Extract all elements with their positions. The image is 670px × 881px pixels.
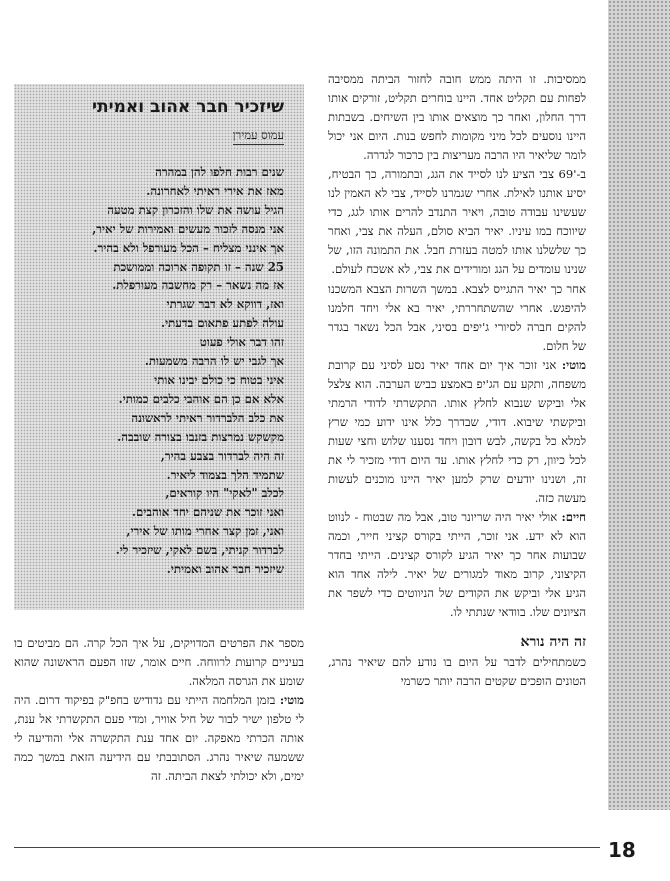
poem-line: אך לגבי יש לו הרבה משמעות. (144, 354, 284, 369)
poem-line: עולה לפתע פתאום בדעתי. (161, 316, 284, 331)
poem-lines (26, 163, 284, 579)
poem-author: עמוס עמירן (233, 128, 284, 145)
poem-line: לברדור קניתי, בשם לאקי, שיזכיר לי. (115, 543, 284, 558)
poem-line: זהו דבר אולי פעוט (199, 335, 284, 350)
poem-line: ואני זוכר את שניהם יחד אוהבים. (131, 505, 284, 520)
footer-rule (14, 847, 600, 848)
article-column-left (14, 634, 304, 786)
poem-title: שיזכיר חבר אהוב ואמיתי (91, 97, 284, 117)
paragraph-details: מספר את הפרטים המדויקים, על איך הכל קרה. הם מביטים בו בעיניים קרועות לרווחה. חיים אומר, שזו הפעם הראשונה שהוא שומע את הגרסה המלאה. (14, 636, 304, 689)
poem-line: את כלב הלברדור ראיתי לראשונה (131, 410, 284, 425)
paragraph-haim (328, 508, 586, 622)
page-number: 18 (608, 838, 636, 862)
paragraph-roof-story: ב-'69 צבי הציע לנו לסייד את הגג, ובתמורה, כך הבטיח, יסיע אותנו לאילת. אחרי שגמרנו לסייד, צבי לא האמין לנו שעשינו עבודה טובה, ויאיר התנדב להרים אותו לגג, כדי שיווכח במו עיניו. יאיר הביא סולם, העלה את צבי, ואחר כך שלשלנו אותו למטה בעזרת חבל. את התמונה הזו, של שנינו עומדים על הגג ומורידים את צבי, לא אשכח לעולם. (328, 167, 586, 277)
haim-quote-text: אולי יאיר היה שריונר טוב, אבל מה שבטוח - לנווט הוא לא ידע. אני זוכר, הייתי בקורס קציני חייר, וכמה שבועות אחר כך יאיר הגיע לקורס קצינים. הייתי בחדר הקיצוני, קרוב מאוד למגורים של יאיר. לילה אחד הוא הגיע אלי וביקש את הקודים של הניווטים כדי לשפר את הציונים שלו. בוודאי שנתתי לו. (328, 510, 586, 620)
side-tint-strip (608, 0, 670, 810)
paragraph-moti-sinai (328, 356, 586, 508)
paragraph-party-records: ממסיבות. זו היתה ממש חובה לחזור הביתה ממסיבה לפחות עם תקליט אחד. היינו בוחרים תקליט, זורקים אותו דרך החלון, ואחר כך מוצאים אותו בין השיחים. בשבתות היינו נוסעים לכל מיני מקומות לחפש בנות. היום אני יכול לומר שליאיר היו הרבה מעריצות בין כרכור לגדרה. (328, 72, 586, 163)
poem-line: זה היה לברדור בצבע בהיר, (160, 448, 284, 463)
poem-line: אך אינני מצליח – הכל מעורפל ולא בהיר. (93, 240, 284, 255)
paragraph-news-day: כשמתחילים לדבר על היום בו נודע להם שיאיר נהרג, הטונים הופכים שקטים הרבה יותר כשרמי (328, 655, 586, 689)
paragraph-moti-war (14, 691, 304, 786)
poem-box (14, 84, 304, 610)
speaker-label-haim: חיים: (561, 510, 586, 525)
poem-line: הגיל עושה את שלו והזכרון קצת מטעה (107, 202, 284, 217)
poem-line: שתמיד הלך בצמוד ליאיר. (166, 467, 284, 482)
poem-line: אני מנסה לזכור מעשים ואמירות של יאיר, (92, 221, 284, 236)
paragraph-army: אחר כך יאיר התגייס לצבא. במשך השרות הצבא המשכנו להיפגש. אחרי שהשתחררתי, יאיר בא אלי ויחד חלמנו להקים חברה לסיורי ג'יפים בסיני, אבל הכל נשאר בגדר של חלום. (328, 281, 586, 353)
speaker-label-moti: מוטי: (561, 357, 586, 372)
poem-line: איני בטוח כי כולם יבינו אותי (154, 372, 284, 387)
speaker-label-moti: מוטי: (279, 693, 304, 708)
poem-line: מאז את אירי ראיתי לאחרונה. (146, 183, 284, 198)
section-heading: זה היה נורא (520, 634, 586, 651)
poem-line: 25 שנה – זו תקופה ארוכה וממושכת (113, 259, 284, 274)
poem-line: ואני, זמן קצר אחרי מותו של אירי, (126, 524, 284, 539)
poem-line: אלא אם כן הם אוהבי כלבים כמותי. (118, 391, 284, 406)
poem-line: מקשקש נמרצות בזנבו בצורה שובבה. (117, 429, 284, 444)
poem-line: אז מה נשאר – רק מחשבה מעורפלת. (112, 278, 284, 293)
article-column-right (328, 70, 586, 691)
moti-war-text: בזמן המלחמה הייתי עם גדודיש בחפ"ק בפיקוד דרום. היה לי טלפון ישיר לבור של חיל אוויר, ומדי פעם התקשרתי אל ענת, אותה הכרתי מאפקה. יום אחד ענת התקשרה אלי והודיעה לי ששמעה שיאיר נהרג. הסתובבתי עם הידיעה הזאת במשך כמה ימים, ולא יכולתי לצאת הביתה. זה (14, 693, 304, 784)
poem-line: ואז, דווקא לא דבר שגרתי (166, 297, 284, 312)
poem-line: שיזכיר חבר אהוב ואמיתי. (166, 562, 284, 577)
poem-line: לכלב "לאקי" היו קוראים, (165, 486, 284, 501)
moti-quote-text: אני זוכר איך יום אחד יאיר נסע לסיני עם קרובת משפחה, ותקע עם הג'יפ באמצע כביש הערבה. הוא צלצל אלי וביקש שנבוא לחלץ אותו. התקשרתי לדודי הרמתי וביקשתי שיבוא. דודי, שבדרך כלל אינו ידוע כמי שרץ למלא כל בקשה, לבש דובון ויחד נסענו שלוש וחצי שעות לכל כיוון, רק כדי לחלץ אותו. עד היום דודי מזכיר לי את זה, ושנינו יודעים שרק למען יאיר היינו מוכנים לעשות מעשה כזה. (328, 357, 586, 506)
poem-line: שנים רבות חלפו להן במהרה (155, 165, 284, 179)
